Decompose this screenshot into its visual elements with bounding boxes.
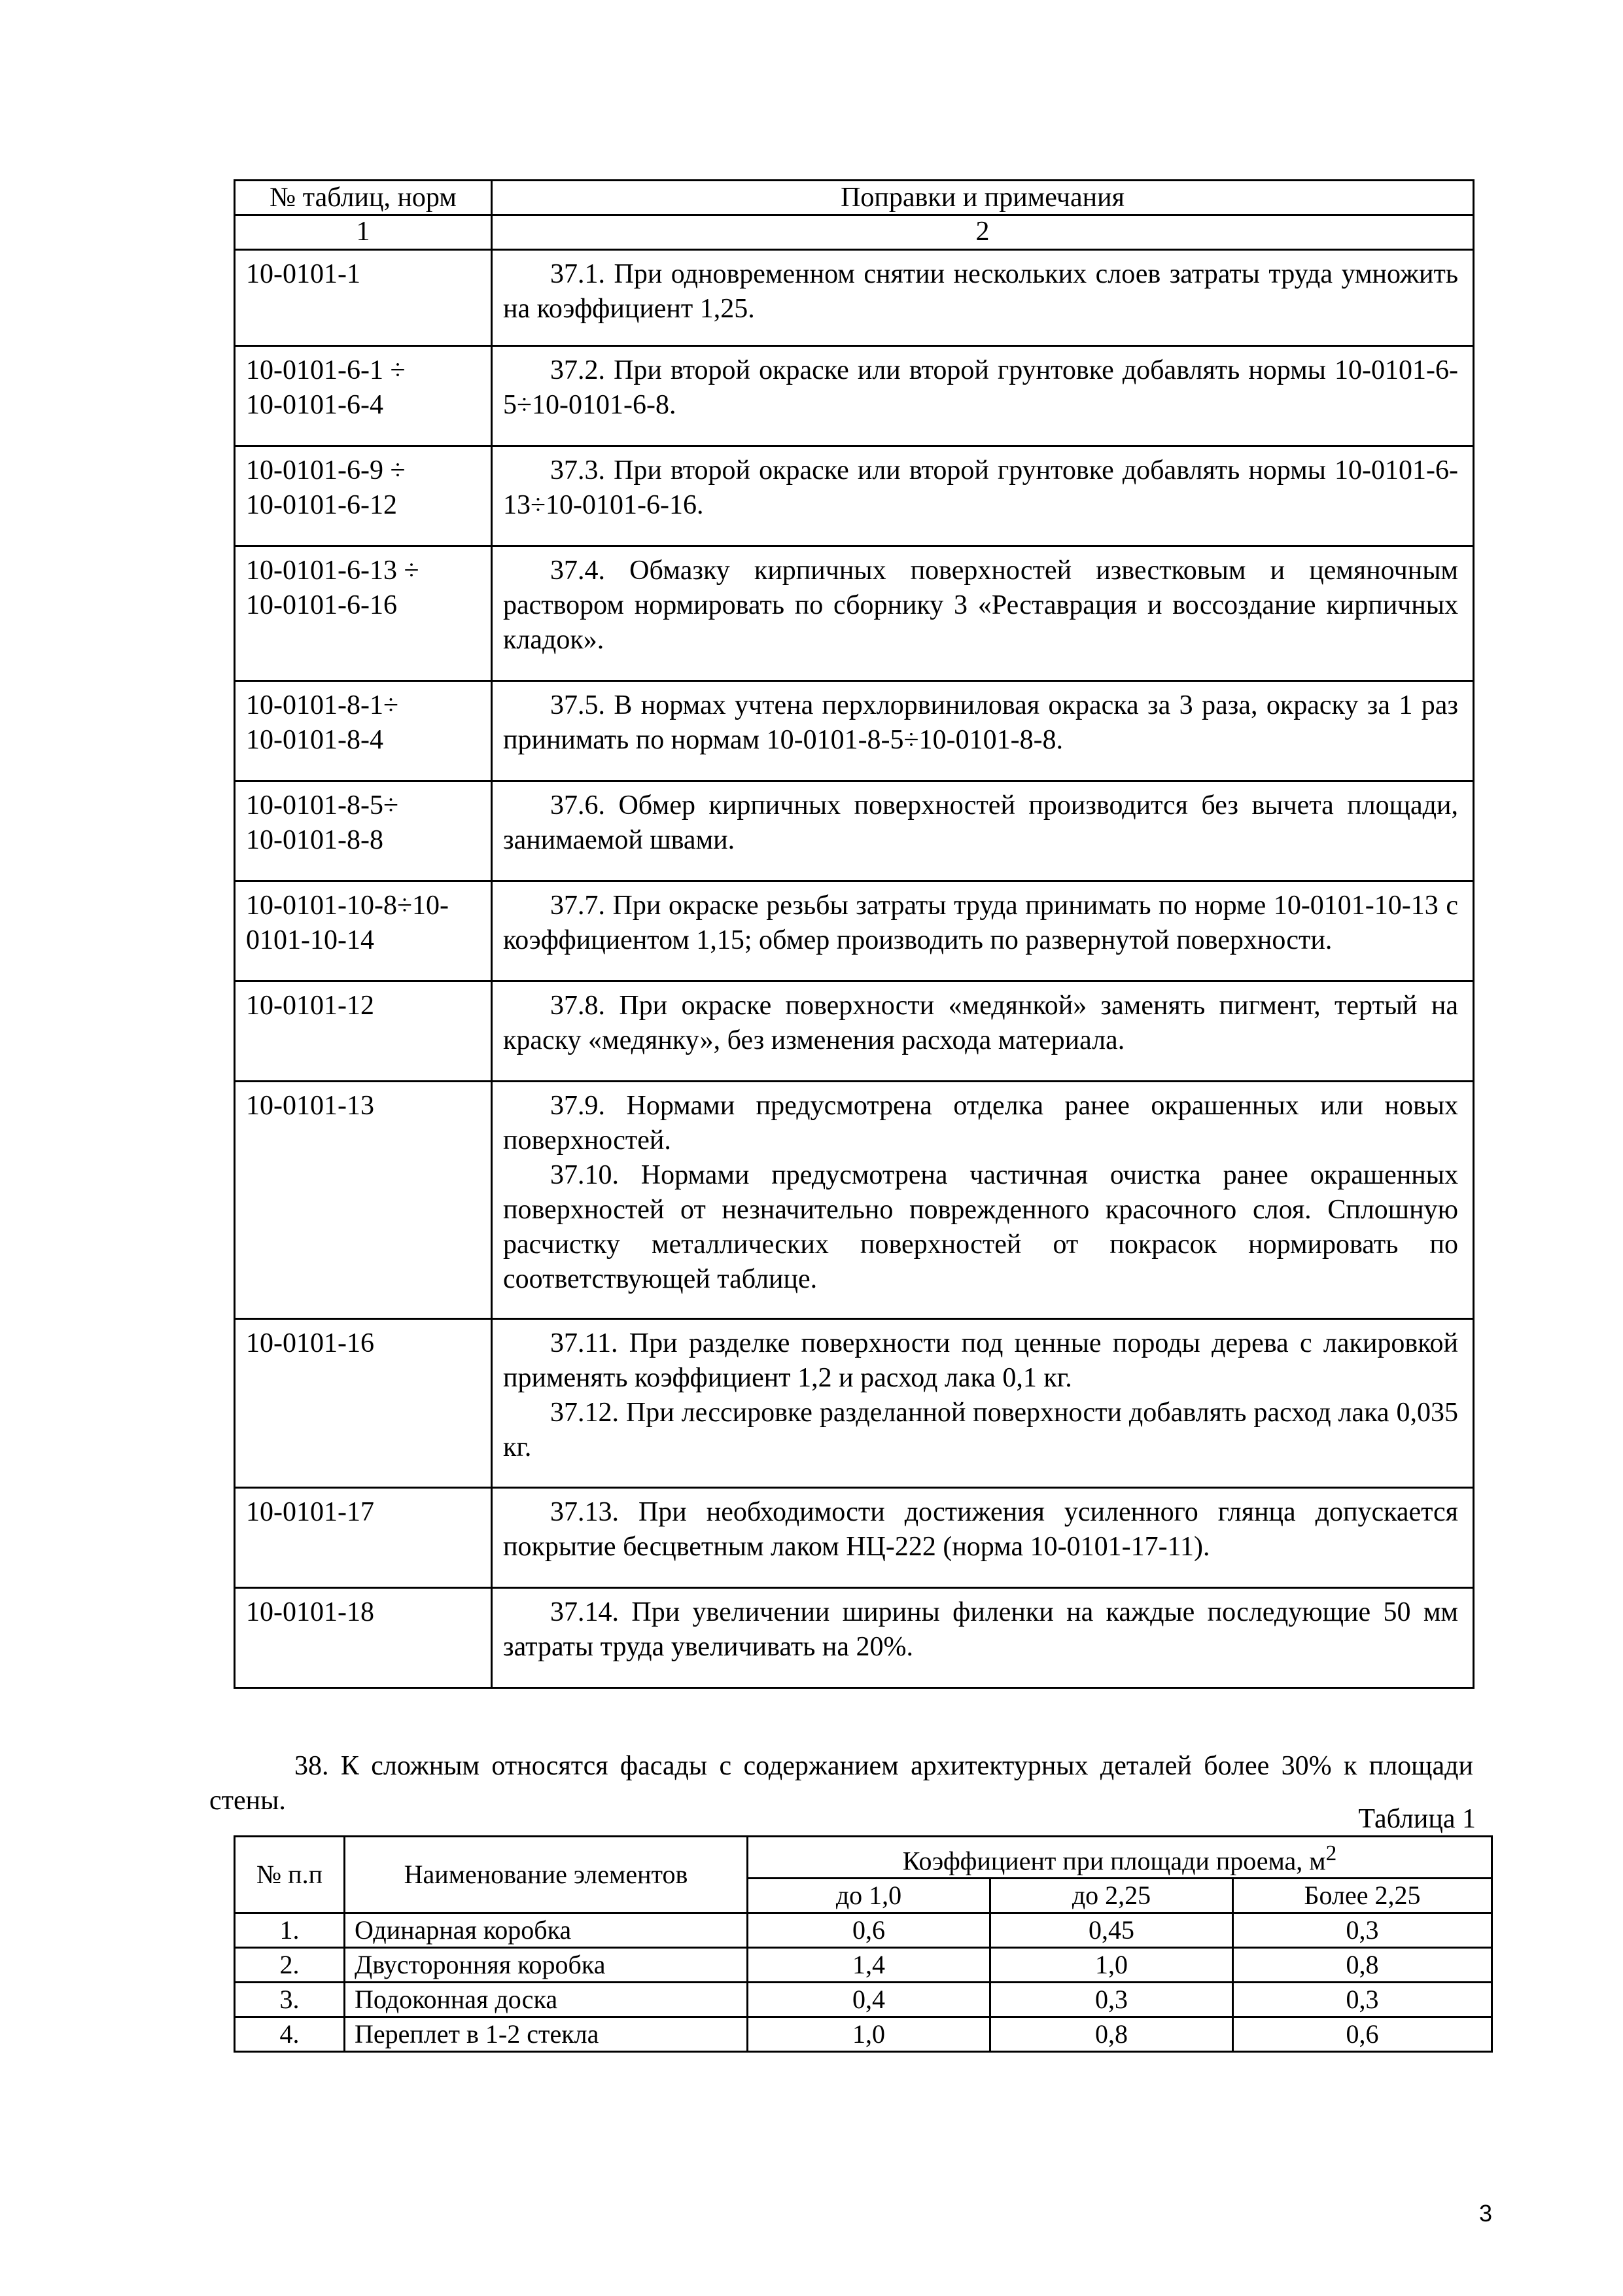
note-text: 37.12. При лессировке разделанной поверхности добавлять расход лака 0,035 кг. bbox=[503, 1398, 1458, 1462]
norm-code: 10-0101-6-9 ÷ bbox=[246, 455, 406, 486]
coef-header-row bbox=[235, 1837, 1492, 1879]
norm-code-cell bbox=[235, 981, 492, 1082]
norm-code: 10-0101-10-8÷10- bbox=[246, 891, 449, 921]
coef-value: 0,8 bbox=[1233, 1948, 1492, 1983]
note-cell bbox=[492, 250, 1474, 346]
note-text: 37.3. При второй окраске или второй грунтовке добавлять нормы 10-0101-6-13÷10-0101-6-16. bbox=[503, 455, 1458, 520]
header-norm-codes: № таблиц, норм bbox=[235, 181, 492, 215]
norm-code: 10-0101-6-4 bbox=[246, 390, 383, 420]
note-text: 37.4. Обмазку кирпичных поверхностей известковым и цемяночным раствором нормировать по сборнику 3 «Реставрация и воссоздание кирпичных кладок». bbox=[503, 556, 1458, 655]
note-cell bbox=[492, 881, 1474, 981]
norm-code: 10-0101-12 bbox=[246, 991, 374, 1021]
notes-table-row bbox=[235, 1082, 1474, 1319]
norm-code: 10-0101-6-1 ÷ bbox=[246, 355, 406, 385]
norm-code: 10-0101-1 bbox=[246, 259, 360, 289]
note-text: 37.14. При увеличении ширины филенки на каждые последующие 50 мм затраты труда увеличивать на 20%. bbox=[503, 1597, 1458, 1662]
coef-row bbox=[235, 2017, 1492, 2052]
note-cell bbox=[492, 546, 1474, 681]
coef-row-num: 2. bbox=[235, 1948, 345, 1983]
coef-value: 1,4 bbox=[748, 1948, 990, 1983]
norm-code-cell bbox=[235, 1488, 492, 1588]
coef-value: 0,4 bbox=[748, 1983, 990, 2017]
coefficient-table bbox=[234, 1835, 1493, 2053]
coef-value: 0,45 bbox=[990, 1913, 1233, 1948]
column-number: 2 bbox=[492, 215, 1474, 250]
norm-code-cell bbox=[235, 346, 492, 446]
norm-code-cell bbox=[235, 250, 492, 346]
header-corrections: Поправки и примечания bbox=[492, 181, 1474, 215]
note-text: 37.10. Нормами предусмотрена частичная очистка ранее окрашенных поверхностей от незначительно поврежденного красочного слоя. Сплошную расчистку металлических поверхностей от покрасок нормировать по соответствующей таблице. bbox=[503, 1160, 1458, 1294]
note-text: 37.7. При окраске резьбы затраты труда принимать по норме 10-0101-10-13 с коэффициентом 1,15; обмер производить по развернутой поверхности. bbox=[503, 891, 1458, 955]
coef-subheader: Более 2,25 bbox=[1233, 1879, 1492, 1913]
notes-table-row bbox=[235, 446, 1474, 546]
norm-code-cell bbox=[235, 1319, 492, 1488]
coef-value: 0,3 bbox=[990, 1983, 1233, 2017]
notes-table-header bbox=[235, 181, 1474, 215]
coef-row bbox=[235, 1948, 1492, 1983]
coef-header-group-text: Коэффициент при площади проема, м bbox=[902, 1846, 1326, 1876]
coef-row-name: Переплет в 1-2 стекла bbox=[345, 2017, 748, 2052]
norm-code-cell bbox=[235, 681, 492, 781]
note-text: 37.6. Обмер кирпичных поверхностей производится без вычета площади, занимаемой швами. bbox=[503, 790, 1458, 855]
notes-table-row bbox=[235, 1488, 1474, 1588]
notes-table-row bbox=[235, 1588, 1474, 1688]
norm-code: 10-0101-18 bbox=[246, 1597, 374, 1627]
table-caption: Таблица 1 bbox=[1358, 1804, 1476, 1834]
coef-row-name: Подоконная доска bbox=[345, 1983, 748, 2017]
note-cell bbox=[492, 446, 1474, 546]
norm-code-cell bbox=[235, 446, 492, 546]
norm-code: 10-0101-8-1÷ bbox=[246, 690, 399, 720]
note-text: 37.8. При окраске поверхности «медянкой» заменять пигмент, тертый на краску «медянку», без изменения расхода материала. bbox=[503, 991, 1458, 1055]
norm-code: 10-0101-8-5÷ bbox=[246, 790, 399, 821]
norm-code: 0101-10-14 bbox=[246, 925, 374, 955]
norm-code-cell bbox=[235, 1588, 492, 1688]
coef-value: 0,6 bbox=[748, 1913, 990, 1948]
note-text: 37.13. При необходимости достижения усиленного глянца допускается покрытие бесцветным лаком НЦ-222 (норма 10-0101-17-11). bbox=[503, 1497, 1458, 1562]
norm-code: 10-0101-8-4 bbox=[246, 725, 383, 755]
note-cell bbox=[492, 981, 1474, 1082]
norm-code-cell bbox=[235, 781, 492, 881]
norm-code: 10-0101-6-13 ÷ bbox=[246, 556, 419, 586]
note-text: 37.11. При разделке поверхности под ценные породы дерева с лакировкой применять коэффициент 1,2 и расход лака 0,1 кг. bbox=[503, 1328, 1458, 1393]
norm-code-cell bbox=[235, 881, 492, 981]
coef-value: 0,6 bbox=[1233, 2017, 1492, 2052]
coef-value: 0,8 bbox=[990, 2017, 1233, 2052]
note-cell bbox=[492, 1488, 1474, 1588]
note-text: 37.1. При одновременном снятии нескольких слоев затраты труда умножить на коэффициент 1,25. bbox=[503, 259, 1458, 324]
notes-table-row bbox=[235, 250, 1474, 346]
coef-row-num: 4. bbox=[235, 2017, 345, 2052]
notes-table-column-numbers bbox=[235, 215, 1474, 250]
note-text: 37.2. При второй окраске или второй грунтовке добавлять нормы 10-0101-6-5÷10-0101-6-8. bbox=[503, 355, 1458, 420]
note-cell bbox=[492, 1082, 1474, 1319]
paragraph-38: 38. К сложным относятся фасады с содержанием архитектурных деталей более 30% к площади стены. bbox=[209, 1751, 1473, 1816]
coef-header-group-sup: 2 bbox=[1325, 1841, 1337, 1865]
coef-header-num: № п.п bbox=[235, 1837, 345, 1913]
notes-table-row bbox=[235, 981, 1474, 1082]
note-cell bbox=[492, 681, 1474, 781]
notes-table-row bbox=[235, 881, 1474, 981]
note-cell bbox=[492, 781, 1474, 881]
page-number: 3 bbox=[1478, 2200, 1492, 2227]
column-number: 1 bbox=[235, 215, 492, 250]
coef-row-num: 3. bbox=[235, 1983, 345, 2017]
norm-code-cell bbox=[235, 546, 492, 681]
coef-row-name: Одинарная коробка bbox=[345, 1913, 748, 1948]
norm-code: 10-0101-6-12 bbox=[246, 490, 397, 520]
coef-value: 0,3 bbox=[1233, 1983, 1492, 2017]
norm-code: 10-0101-13 bbox=[246, 1091, 374, 1121]
coef-header-name: Наименование элементов bbox=[345, 1837, 748, 1913]
notes-table-row bbox=[235, 346, 1474, 446]
coef-value: 1,0 bbox=[990, 1948, 1233, 1983]
norm-code-cell bbox=[235, 1082, 492, 1319]
note-cell bbox=[492, 1588, 1474, 1688]
coef-row bbox=[235, 1983, 1492, 2017]
norm-code: 10-0101-8-8 bbox=[246, 825, 383, 855]
coef-subheader: до 1,0 bbox=[748, 1879, 990, 1913]
norm-code: 10-0101-17 bbox=[246, 1497, 374, 1527]
notes-table bbox=[234, 179, 1475, 1689]
note-text: 37.5. В нормах учтена перхлорвиниловая окраска за 3 раза, окраску за 1 раз принимать по нормам 10-0101-8-5÷10-0101-8-8. bbox=[503, 690, 1458, 755]
note-cell bbox=[492, 346, 1474, 446]
note-text: 37.9. Нормами предусмотрена отделка ранее окрашенных или новых поверхностей. bbox=[503, 1091, 1458, 1156]
coef-subheader: до 2,25 bbox=[990, 1879, 1233, 1913]
notes-table-row bbox=[235, 781, 1474, 881]
coef-row-name: Двусторонняя коробка bbox=[345, 1948, 748, 1983]
coef-row-num: 1. bbox=[235, 1913, 345, 1948]
coef-value: 0,3 bbox=[1233, 1913, 1492, 1948]
notes-table-row bbox=[235, 546, 1474, 681]
note-cell bbox=[492, 1319, 1474, 1488]
norm-code: 10-0101-6-16 bbox=[246, 590, 397, 620]
coef-header-group bbox=[748, 1837, 1492, 1879]
norm-code: 10-0101-16 bbox=[246, 1328, 374, 1358]
notes-table-row bbox=[235, 1319, 1474, 1488]
notes-table-row bbox=[235, 681, 1474, 781]
coef-row bbox=[235, 1913, 1492, 1948]
coef-value: 1,0 bbox=[748, 2017, 990, 2052]
